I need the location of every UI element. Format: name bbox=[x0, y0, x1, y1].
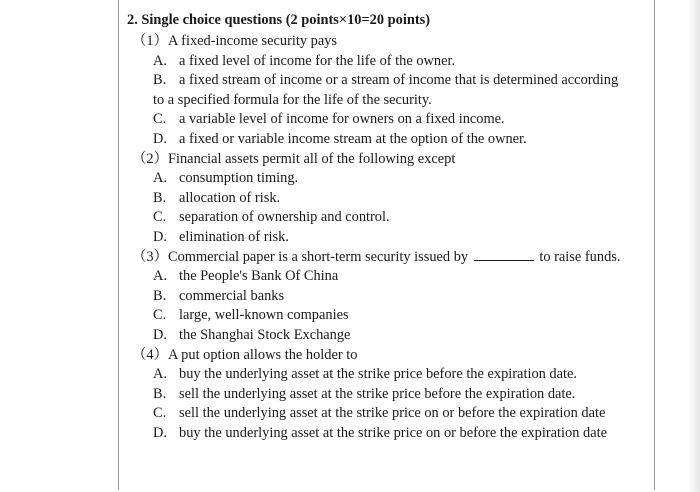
answer-blank bbox=[474, 248, 534, 261]
option-text: buy the underlying asset at the strike price before the expiration date. bbox=[179, 366, 577, 383]
option-letter: D. bbox=[153, 228, 167, 245]
page-edge-shadow bbox=[688, 0, 700, 492]
question-1 bbox=[127, 32, 647, 52]
option-letter: B. bbox=[153, 72, 167, 89]
option-b bbox=[127, 71, 647, 91]
option-letter: A. bbox=[153, 268, 167, 285]
option-letter: C. bbox=[153, 307, 167, 324]
document-body bbox=[127, 9, 647, 443]
option-letter: B. bbox=[153, 287, 167, 304]
question-stem: A fixed-income security pays bbox=[167, 33, 338, 49]
option-text: a variable level of income for owners on a fixed income. bbox=[179, 111, 505, 128]
option-letter: D. bbox=[153, 326, 167, 343]
option-text: large, well-known companies bbox=[179, 307, 349, 324]
question-4 bbox=[127, 346, 647, 366]
option-text: commercial banks bbox=[179, 287, 285, 304]
option-letter: C. bbox=[153, 405, 167, 422]
option-b bbox=[127, 287, 647, 307]
option-d bbox=[127, 130, 647, 150]
section-heading: 2. Single choice questions (2 points×10=20 points) bbox=[127, 12, 431, 28]
question-number: （1） bbox=[132, 33, 168, 49]
option-c bbox=[127, 306, 647, 326]
option-letter: A. bbox=[153, 52, 167, 69]
option-text: consumption timing. bbox=[179, 170, 299, 187]
option-b bbox=[127, 385, 647, 405]
option-b bbox=[127, 189, 647, 209]
option-text: allocation of risk. bbox=[179, 189, 281, 206]
option-b-continuation: to a specified formula for the life of the security. bbox=[153, 91, 432, 108]
question-stem: A put option allows the holder to bbox=[167, 346, 358, 363]
option-d bbox=[127, 228, 647, 248]
option-text: sell the underlying asset at the strike price before the expiration date. bbox=[179, 385, 576, 402]
option-a bbox=[127, 267, 647, 287]
option-letter: D. bbox=[153, 424, 167, 441]
option-a bbox=[127, 52, 647, 72]
option-c bbox=[127, 208, 647, 228]
option-text: a fixed or variable income stream at the option of the owner. bbox=[179, 130, 527, 147]
option-d bbox=[127, 424, 647, 444]
question-stem-after-blank: to raise funds. bbox=[539, 248, 621, 265]
option-text: sell the underlying asset at the strike price on or before the expiration date bbox=[179, 405, 606, 422]
option-letter: B. bbox=[153, 385, 167, 402]
option-d bbox=[127, 326, 647, 346]
question-stem: Financial assets permit all of the following except bbox=[167, 150, 456, 167]
option-a bbox=[127, 365, 647, 385]
option-text: a fixed stream of income or a stream of income that is determined according bbox=[179, 72, 619, 89]
option-text: the Shanghai Stock Exchange bbox=[179, 326, 351, 343]
option-letter: A. bbox=[153, 366, 167, 383]
option-text: the People's Bank Of China bbox=[179, 268, 339, 285]
option-c bbox=[127, 404, 647, 424]
option-letter: B. bbox=[153, 189, 167, 206]
option-letter: C. bbox=[153, 209, 167, 226]
option-letter: C. bbox=[153, 111, 167, 128]
option-text: a fixed level of income for the life of the owner. bbox=[179, 52, 456, 69]
option-letter: D. bbox=[153, 130, 167, 147]
option-text: buy the underlying asset at the strike price on or before the expiration date bbox=[179, 424, 607, 441]
option-text: separation of ownership and control. bbox=[179, 209, 390, 226]
question-number: （2） bbox=[132, 150, 168, 167]
question-number: （4） bbox=[132, 346, 168, 363]
option-letter: A. bbox=[153, 170, 167, 187]
question-3 bbox=[127, 248, 647, 268]
option-a bbox=[127, 169, 647, 189]
option-c bbox=[127, 110, 647, 130]
question-number: （3） bbox=[132, 248, 168, 265]
option-text: elimination of risk. bbox=[179, 228, 289, 245]
question-stem: Commercial paper is a short-term security issued by bbox=[167, 248, 469, 265]
question-2 bbox=[127, 150, 647, 170]
